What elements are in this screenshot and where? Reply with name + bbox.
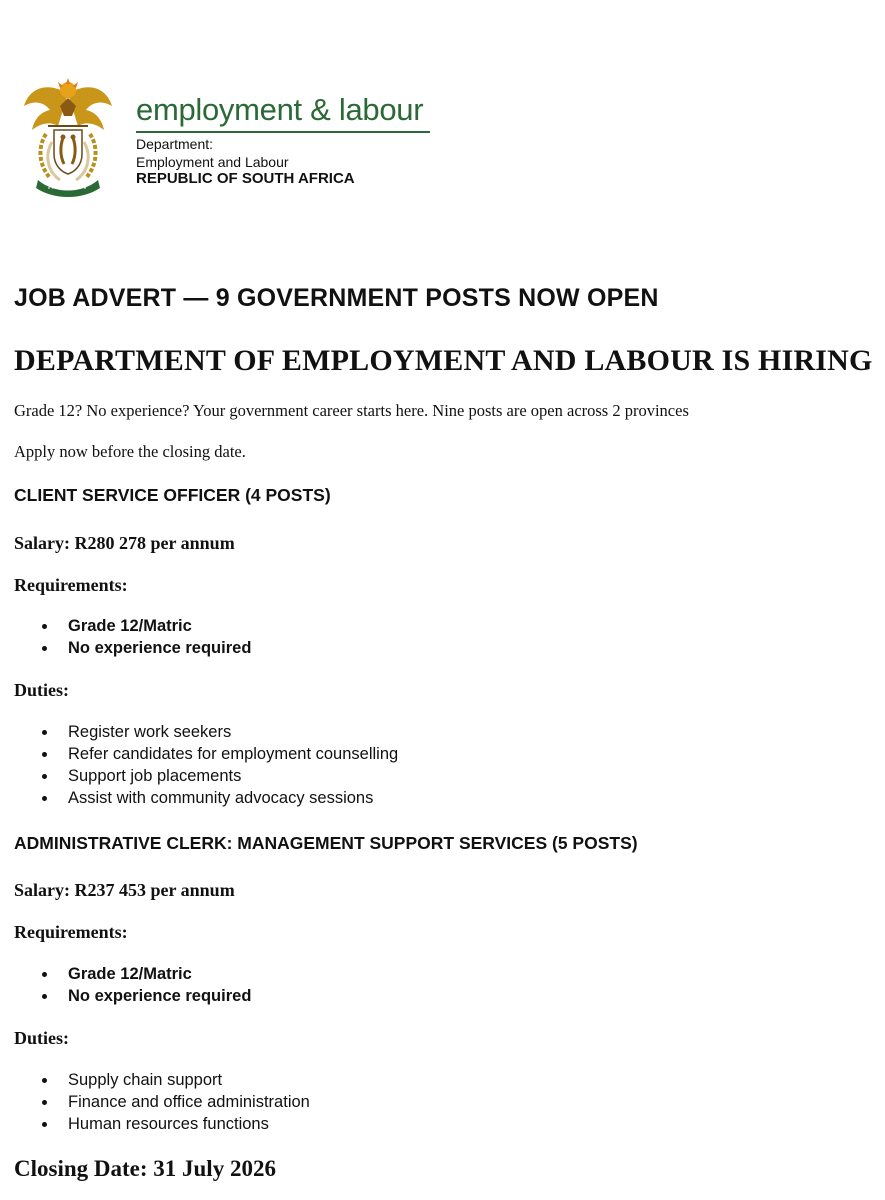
duties-list — [14, 721, 398, 809]
list-item: No experience required — [14, 637, 251, 659]
brand-department-label: Department: — [136, 136, 214, 152]
closing-date: Closing Date: 31 July 2026 — [14, 1156, 276, 1181]
job-salary: Salary: R280 278 per annum — [14, 533, 235, 553]
advert-headline: JOB ADVERT — 9 GOVERNMENT POSTS NOW OPEN — [14, 284, 659, 312]
list-item: Support job placements — [14, 765, 398, 787]
hiring-headline: DEPARTMENT OF EMPLOYMENT AND LABOUR IS HIRING — [14, 344, 873, 377]
list-item: Supply chain support — [14, 1069, 310, 1091]
list-item: No experience required — [14, 985, 251, 1007]
list-item: Grade 12/Matric — [14, 963, 251, 985]
list-item: Register work seekers — [14, 721, 398, 743]
list-item: Assist with community advocacy sessions — [14, 787, 398, 809]
list-item: Human resources functions — [14, 1113, 310, 1135]
duties-list — [14, 1069, 310, 1135]
requirements-label: Requirements: — [14, 922, 128, 942]
job-salary: Salary: R237 453 per annum — [14, 880, 235, 900]
list-item: Finance and office administration — [14, 1091, 310, 1113]
job-title: CLIENT SERVICE OFFICER (4 POSTS) — [14, 485, 331, 505]
list-item: Grade 12/Matric — [14, 615, 251, 637]
brand-divider — [136, 131, 430, 133]
duties-label: Duties: — [14, 1028, 69, 1048]
brand-department-name: Employment and Labour — [136, 154, 289, 170]
brand-name: employment & labour — [136, 92, 424, 127]
duties-label: Duties: — [14, 680, 69, 700]
list-item: Refer candidates for employment counselling — [14, 743, 398, 765]
requirements-list — [14, 615, 251, 659]
requirements-list — [14, 963, 251, 1007]
department-logo — [20, 76, 440, 202]
brand-country: REPUBLIC OF SOUTH AFRICA — [136, 170, 355, 187]
intro-text: Grade 12? No experience? Your government career starts here. Nine posts are open across 2 provinces — [14, 401, 689, 420]
apply-text: Apply now before the closing date. — [14, 442, 246, 461]
coat-of-arms-icon — [20, 76, 116, 200]
requirements-label: Requirements: — [14, 575, 128, 595]
job-title: ADMINISTRATIVE CLERK: MANAGEMENT SUPPORT SERVICES (5 POSTS) — [14, 833, 638, 853]
